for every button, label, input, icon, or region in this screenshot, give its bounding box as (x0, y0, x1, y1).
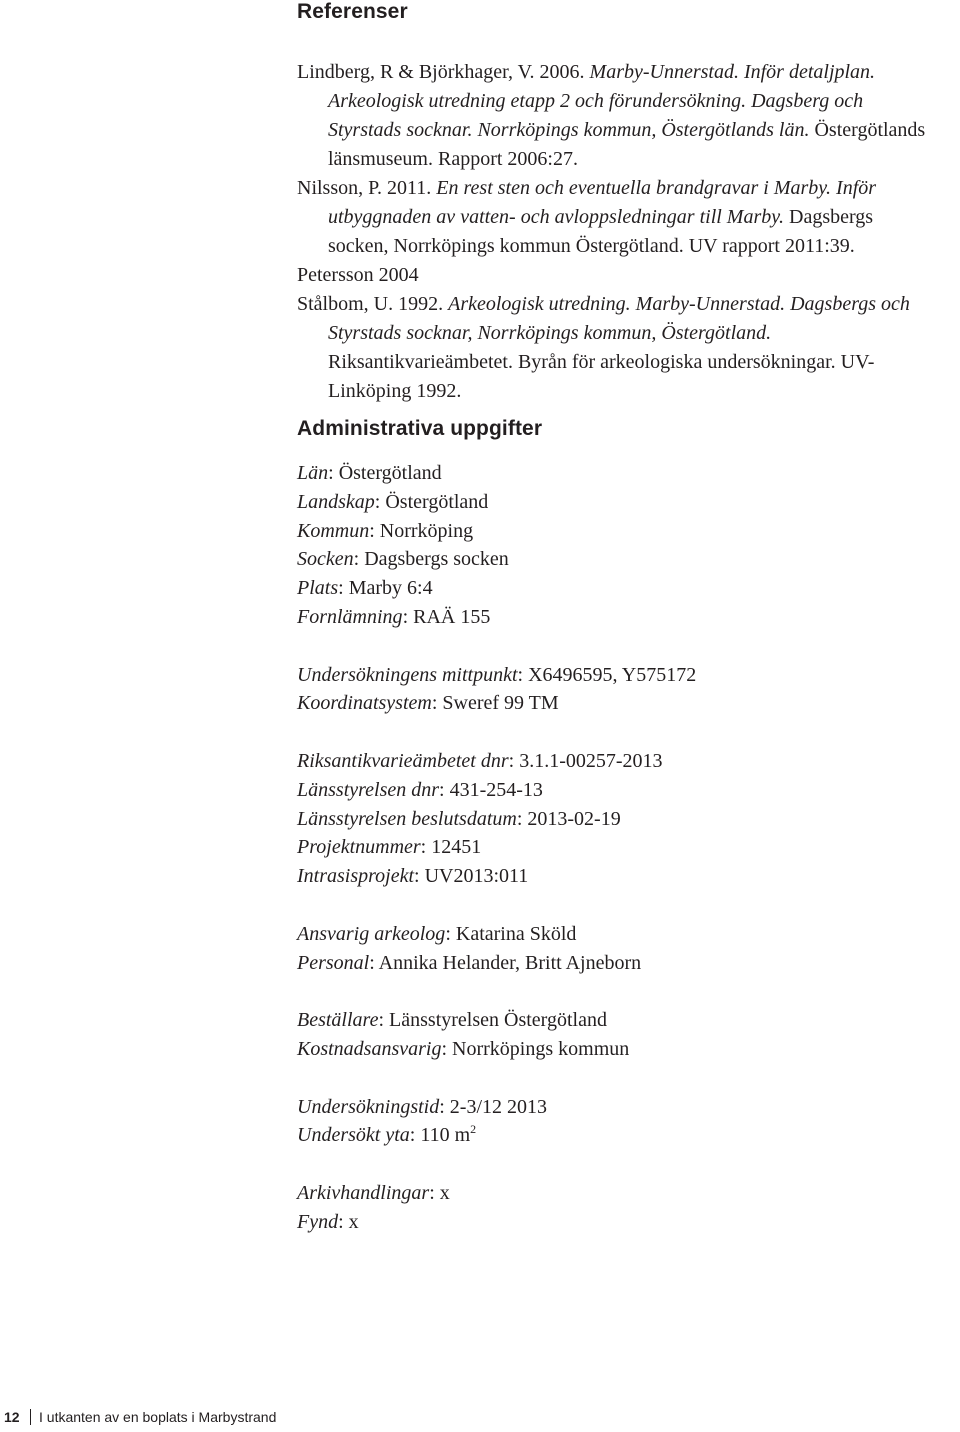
field-label: Koordinatsystem (297, 692, 432, 715)
field-value: Länsstyrelsen Östergötland (389, 1009, 607, 1032)
field-label: Länsstyrelsen beslutsdatum (297, 807, 517, 830)
admin-row-lst-dnr: Länsstyrelsen dnr: 431-254-13 (297, 778, 543, 801)
admin-row-intrasisprojekt: Intrasisprojekt: UV2013:011 (297, 865, 529, 888)
field-label: Undersökningens mittpunkt (297, 663, 518, 686)
field-label: Personal (297, 951, 370, 974)
reference-title: Arkeologisk utredning. Marby-Unnerstad. Dagsbergs och Styrstads socknar, Norrköpings kommun, Östergötland. (328, 293, 910, 344)
field-label: Län (297, 462, 329, 484)
field-label: Intrasisprojekt (297, 865, 415, 888)
references-heading: Referenser (297, 0, 408, 23)
reference-title: En rest sten och eventuella brandgravar i Marby. Inför utbyggnaden av vatten- och avloppsledningar till Marby. (328, 177, 877, 228)
admin-row-kommun: Kommun: Norrköping (297, 519, 474, 542)
field-label: Fynd (297, 1210, 339, 1233)
registry-group (297, 747, 937, 891)
admin-row-landskap: Landskap: Östergötland (297, 490, 489, 513)
admin-details (297, 459, 937, 1265)
reference-author: Lindberg, R & Björkhager, V. 2006. (297, 61, 590, 83)
field-label: Riksantikvarieämbetet dnr (297, 749, 509, 772)
field-value: Katarina Sköld (455, 922, 577, 945)
field-label: Kostnadsansvarig (297, 1037, 442, 1060)
page-number: 12 (4, 1409, 20, 1425)
admin-row-undersokningstid: Undersökningstid: 2-3/12 2013 (297, 1095, 547, 1118)
reference-item (297, 290, 937, 406)
field-value: 431-254-13 (449, 778, 543, 801)
field-value: Sweref 99 TM (442, 692, 559, 715)
publication-title: I utkanten av en boplats i Marbystrand (39, 1409, 277, 1425)
admin-row-personal: Personal: Annika Helander, Britt Ajneborn (297, 951, 642, 974)
field-label: Ansvarig arkeolog (297, 922, 446, 945)
client-group (297, 1006, 937, 1064)
field-value: 2013-02-19 (527, 807, 621, 830)
reference-item (297, 174, 937, 261)
time-area-group (297, 1093, 937, 1151)
field-value: 110 m (420, 1124, 471, 1147)
archive-group (297, 1179, 937, 1237)
coordinates-group (297, 661, 937, 719)
reference-title: Marby-Unnerstad. Inför detaljplan. Arkeologisk utredning etapp 2 och förundersökning. Dagsberg och Styrstads socknar. Norrköpings kommun, Östergötlands län. (328, 61, 876, 141)
admin-row-plats: Plats: Marby 6:4 (297, 577, 433, 600)
reference-item (297, 58, 937, 174)
field-label: Undersökningstid (297, 1095, 440, 1118)
admin-row-yta: Undersökt yta: 110 $m^2$ (297, 1122, 477, 1147)
field-value: RAÄ 155 (413, 605, 491, 628)
admin-row-raa-dnr: Riksantikvarieämbetet dnr: 3.1.1-00257-2013 (297, 749, 663, 772)
field-value: X6496595, Y575172 (528, 663, 697, 686)
reference-author: Stålbom, U. 1992. (297, 293, 449, 315)
references-list (297, 58, 937, 406)
admin-row-bestallare: Beställare: Länsstyrelsen Östergötland (297, 1009, 607, 1032)
field-value: x (348, 1210, 359, 1233)
admin-row-fornlamning: Fornlämning: RAÄ 155 (297, 605, 491, 628)
admin-row-kostnadsansvarig: Kostnadsansvarig: Norrköpings kommun (297, 1037, 630, 1060)
reference-author: Nilsson, P. 2011. (297, 177, 437, 199)
admin-row-projektnummer: Projektnummer: 12451 (297, 836, 482, 859)
field-value: 2-3/12 2013 (449, 1095, 547, 1118)
field-value: 12451 (431, 836, 482, 859)
admin-row-koordinatsystem: Koordinatsystem: Sweref 99 TM (297, 692, 559, 715)
field-value: Norrköping (379, 519, 474, 542)
admin-row-fynd: Fynd: x (297, 1210, 359, 1233)
field-value: 3.1.1-00257-2013 (519, 749, 663, 772)
field-label: Beställare (297, 1009, 379, 1032)
reference-publisher: Riksantikvarieämbetet. Byrån för arkeologiska undersökningar. UV-Linköping 1992. (328, 351, 875, 402)
admin-row-lan: Län: Östergötland (297, 462, 442, 484)
field-label: Fornlämning (297, 605, 403, 628)
location-group (297, 459, 937, 632)
field-label: Arkivhandlingar (297, 1181, 430, 1204)
field-label: Kommun (297, 519, 370, 542)
field-label: Projektnummer (297, 836, 421, 859)
admin-row-socken: Socken: Dagsbergs socken (297, 548, 509, 571)
reference-item (297, 261, 937, 290)
field-label: Plats (297, 577, 339, 600)
field-value: x (439, 1181, 450, 1204)
admin-row-mittpunkt: Undersökningens mittpunkt: X6496595, Y575172 (297, 663, 697, 686)
admin-row-ansvarig: Ansvarig arkeolog: Katarina Sköld (297, 922, 577, 945)
page-footer (0, 1409, 276, 1425)
field-label: Landskap (297, 490, 375, 513)
field-value: Dagsbergs socken (364, 548, 509, 571)
unit-superscript: 2 (470, 1122, 477, 1137)
field-label: Socken (297, 548, 354, 571)
field-label: Länsstyrelsen dnr (297, 778, 440, 801)
reference-publisher: Östergötlands länsmuseum. Rapport 2006:27. (328, 119, 926, 170)
field-value: Norrköpings kommun (452, 1037, 630, 1060)
reference-author: Petersson 2004 (297, 264, 419, 286)
field-value: Östergötland (385, 490, 489, 513)
admin-row-lst-beslutsdatum: Länsstyrelsen beslutsdatum: 2013-02-19 (297, 807, 621, 830)
reference-publisher: Dagsbergs socken, Norrköpings kommun Östergötland. UV rapport 2011:39. (328, 206, 874, 257)
staff-group (297, 920, 937, 978)
admin-row-arkivhandlingar: Arkivhandlingar: x (297, 1181, 450, 1204)
admin-heading: Administrativa uppgifter (297, 417, 543, 440)
field-value: Marby 6:4 (348, 577, 433, 600)
field-label: Undersökt yta (297, 1124, 410, 1147)
field-value: Annika Helander, Britt Ajneborn (378, 951, 642, 974)
field-value: Östergötland (338, 462, 442, 484)
field-value: UV2013:011 (424, 865, 529, 888)
footer-divider (30, 1409, 31, 1425)
